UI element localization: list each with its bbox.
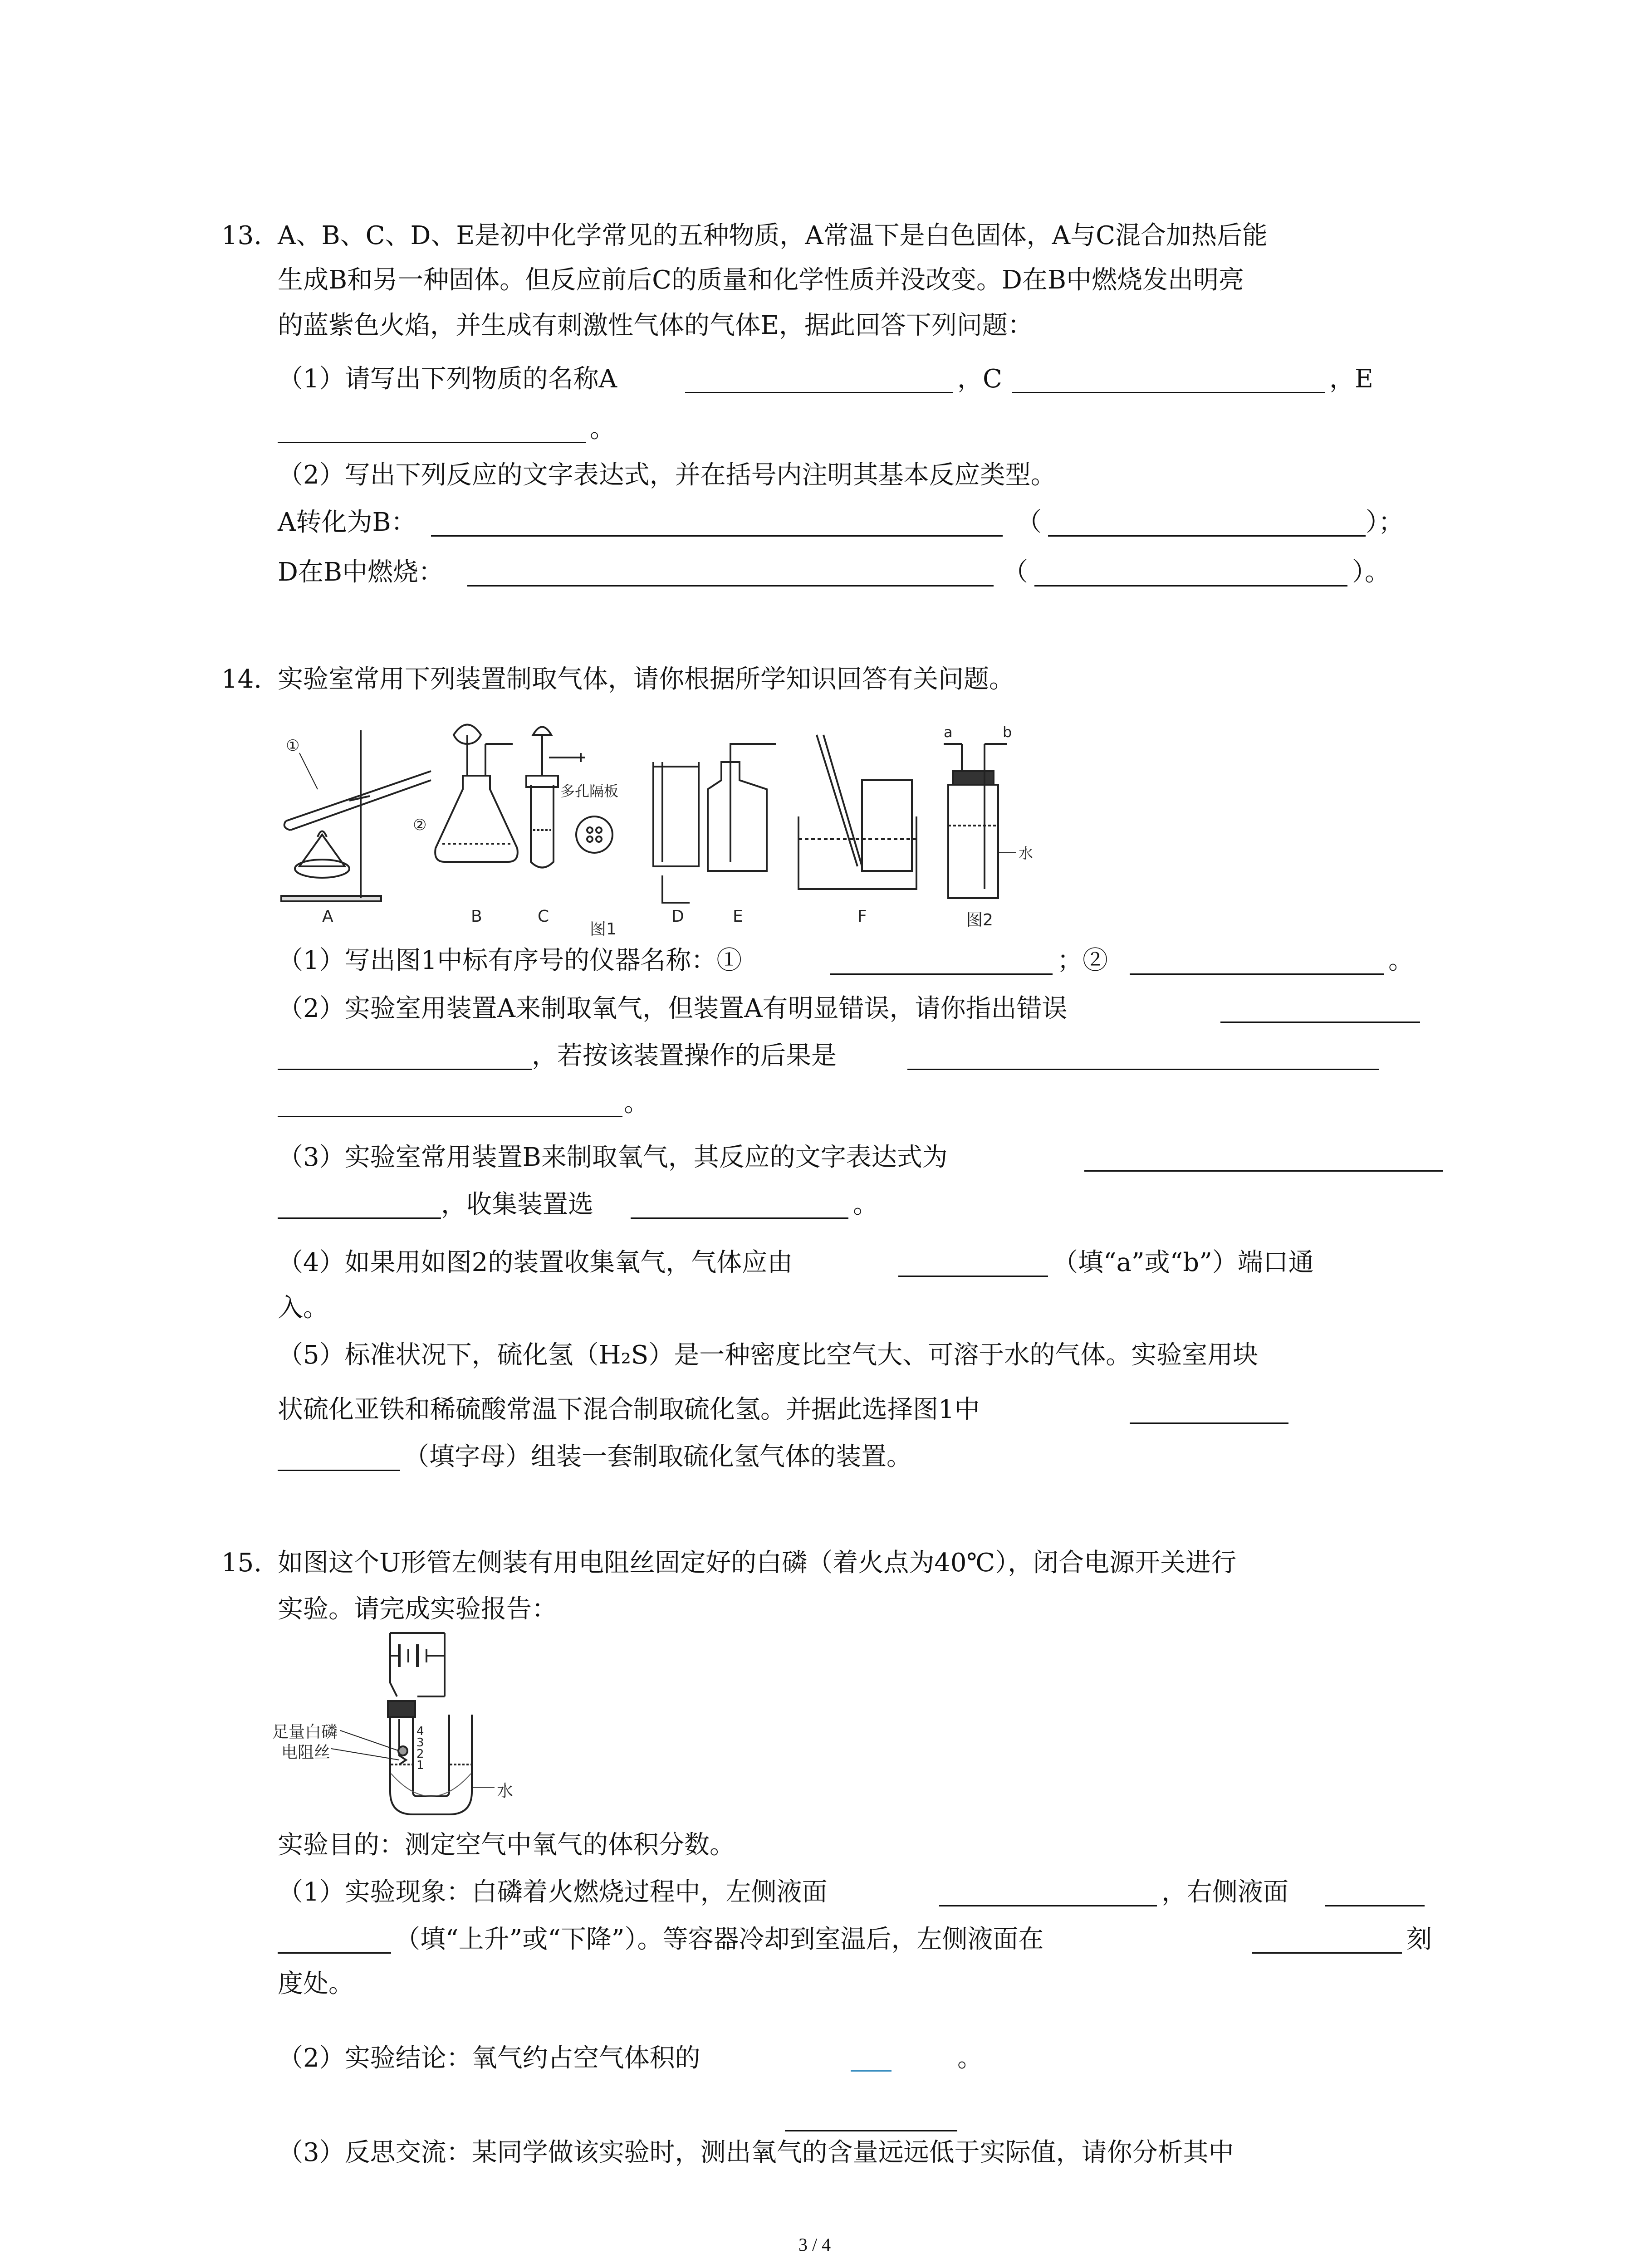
- q14-blank-apparatus-b[interactable]: [278, 1444, 400, 1471]
- q13-p2-a-label: A转化为B：: [278, 508, 416, 537]
- fig-label-c: C: [538, 907, 549, 926]
- q14-p2-end: 。: [624, 1088, 649, 1118]
- q13-number: 13.: [221, 221, 262, 250]
- q15-p1-b-end: 刻: [1406, 1925, 1432, 1954]
- q14-blank-eq-b[interactable]: [278, 1192, 441, 1219]
- apparatus-a: [281, 730, 431, 901]
- q13-paren-open-2: （: [1003, 557, 1028, 587]
- apparatus-d: [653, 762, 699, 903]
- apparatus-f: [798, 735, 916, 889]
- q15-utube-figure: [272, 1628, 526, 1823]
- q13-p2-d-label: D在B中燃烧：: [278, 557, 444, 587]
- q15-p3-text: （3）反思交流：某同学做该实验时，测出氧气的含量远远低于实际值，请你分析其中: [278, 2138, 1234, 2167]
- fig-label-b: B: [471, 907, 482, 926]
- q13-paren-close-2: ）。: [1352, 557, 1390, 587]
- q14-blank-error-b[interactable]: [278, 1043, 532, 1070]
- q15-blank-level[interactable]: [1252, 1927, 1402, 1954]
- q14-p2-mid: ，若按该装置操作的后果是: [532, 1041, 837, 1070]
- q14-p3-end: 。: [853, 1190, 878, 1219]
- q13-p2-text: （2）写出下列反应的文字表达式，并在括号内注明其基本反应类型。: [278, 460, 1056, 490]
- q15-p1-b-text: （填“上升”或“下降”）。等容器冷却到室温后，左侧液面在: [395, 1925, 1044, 1954]
- fig1-caption: 图1: [590, 920, 617, 938]
- utube-tick-4: 4: [416, 1725, 424, 1738]
- apparatus-c: [526, 727, 618, 868]
- q13-blank-e[interactable]: [278, 416, 586, 443]
- q13-p1-label: （1）请写出下列物质的名称A: [278, 364, 617, 394]
- q14-blank-1[interactable]: [830, 948, 1053, 975]
- q13-blank-type-1[interactable]: [1048, 510, 1366, 537]
- fig-label-d: D: [671, 907, 684, 926]
- q15-p2-text: （2）实验结论：氧气约占空气体积的: [278, 2043, 700, 2073]
- apparatus-e: [708, 744, 776, 871]
- q13-blank-a[interactable]: [685, 367, 953, 393]
- fig-label-a: A: [322, 907, 333, 926]
- fig-label-e: E: [733, 907, 743, 926]
- utube-label-water: 水: [497, 1782, 514, 1800]
- q13-p1-end: 。: [590, 414, 615, 444]
- q13-paren-close-1: ）；: [1366, 508, 1404, 537]
- q15-blank-right-b[interactable]: [278, 1927, 391, 1954]
- fig2-port-a: a: [944, 723, 953, 741]
- q15-blank-fraction[interactable]: [785, 2105, 957, 2131]
- q14-apparatus-figure: [272, 717, 1043, 938]
- q14-p5-c-text: （填字母）组装一套制取硫化氢气体的装置。: [404, 1442, 912, 1471]
- q14-blank-result-a[interactable]: [907, 1043, 1379, 1070]
- utube-label-wire: 电阻丝: [281, 1743, 331, 1762]
- q14-blank-result-b[interactable]: [278, 1090, 622, 1117]
- q14-number: 14.: [221, 665, 262, 694]
- q13-blank-a-to-b[interactable]: [431, 510, 1003, 537]
- q14-p4-end: 入。: [278, 1293, 328, 1323]
- fig2-caption: 图2: [966, 911, 993, 929]
- q13-paren-open-1: （: [1016, 508, 1042, 537]
- utube-tick-3: 3: [416, 1736, 424, 1750]
- q15-text-1: 如图这个U形管左侧装有用电阻丝固定好的白磷（着火点为40℃），闭合电源开关进行: [278, 1548, 1237, 1578]
- q13-p1-c: ，C: [957, 364, 1002, 394]
- q15-purpose-text: 实验目的：测定空气中氧气的体积分数。: [278, 1830, 735, 1860]
- q13-text-3: 的蓝紫色火焰，并生成有刺激性气体的气体E，据此回答下列问题：: [278, 311, 1033, 340]
- q14-blank-error-a[interactable]: [1220, 996, 1420, 1023]
- utube-tick-1: 1: [416, 1759, 424, 1772]
- q14-p1-end: 。: [1388, 946, 1414, 975]
- utube-label-phosphorus: 足量白磷: [272, 1723, 338, 1741]
- q14-blank-collect[interactable]: [631, 1192, 848, 1219]
- fig-mark-1: ①: [286, 737, 300, 755]
- fig2-water-label: 水: [1019, 845, 1034, 862]
- q13-p1-e: ，E: [1329, 364, 1373, 394]
- q14-p1-mid: ；②: [1057, 946, 1108, 975]
- q13-blank-type-2[interactable]: [1034, 560, 1347, 587]
- q14-blank-eq-a[interactable]: [1084, 1145, 1443, 1172]
- q15-number: 15.: [221, 1548, 262, 1578]
- q15-p2-end: 。: [957, 2043, 983, 2073]
- q14-blank-port[interactable]: [898, 1250, 1048, 1277]
- fig-label-f: F: [857, 907, 867, 926]
- fraction-bar: [851, 2057, 892, 2082]
- apparatus-b: [413, 725, 518, 862]
- q15-p1-mid: ，右侧液面: [1161, 1877, 1288, 1907]
- q14-p5-text: （5）标准状况下，硫化氢（H₂S）是一种密度比空气大、可溶于水的气体。实验室用块: [278, 1340, 1259, 1370]
- q14-p4-mid: （填“a”或“b”）端口通: [1053, 1248, 1314, 1277]
- q15-text-2: 实验。请完成实验报告：: [278, 1594, 557, 1624]
- q14-p1-text: （1）写出图1中标有序号的仪器名称：①: [278, 946, 742, 975]
- q13-blank-d-in-b[interactable]: [467, 560, 994, 587]
- q14-p3-text: （3）实验室常用装置B来制取氧气，其反应的文字表达式为: [278, 1143, 948, 1172]
- q15-p1-c-text: 度处。: [278, 1969, 354, 1999]
- q15-blank-left[interactable]: [939, 1880, 1157, 1906]
- q14-blank-2[interactable]: [1130, 948, 1384, 975]
- fig-mark-2: ②: [413, 816, 427, 834]
- q14-p4-text: （4）如果用如图2的装置收集氧气，气体应由: [278, 1248, 793, 1277]
- q14-p5-b-text: 状硫化亚铁和稀硫酸常温下混合制取硫化氢。并据此选择图1中: [278, 1395, 980, 1424]
- q13-text-2: 生成B和另一种固体。但反应前后C的质量和化学性质并没改变。D在B中燃烧发出明亮: [278, 265, 1244, 295]
- fig2-port-b: b: [1003, 723, 1012, 741]
- q13-text-1: A、B、C、D、E是初中化学常见的五种物质，A常温下是白色固体，A与C混合加热后能: [278, 221, 1268, 250]
- q15-blank-right-a[interactable]: [1325, 1880, 1425, 1906]
- q14-p2-text: （2）实验室用装置A来制取氧气，但装置A有明显错误，请你指出错误: [278, 994, 1068, 1023]
- q14-blank-apparatus-a[interactable]: [1130, 1397, 1288, 1424]
- q15-p1-text: （1）实验现象：白磷着火燃烧过程中，左侧液面: [278, 1877, 828, 1907]
- q14-intro: 实验室常用下列装置制取气体，请你根据所学知识回答有关问题。: [278, 665, 1014, 694]
- fig-plate-label: 多孔隔板: [560, 782, 619, 800]
- apparatus-fig2: [944, 723, 1033, 898]
- page-number: 3 / 4: [798, 2234, 831, 2255]
- q13-blank-c[interactable]: [1012, 367, 1325, 393]
- utube-tick-2: 2: [416, 1747, 424, 1761]
- q14-p3-mid: ，收集装置选: [441, 1190, 593, 1219]
